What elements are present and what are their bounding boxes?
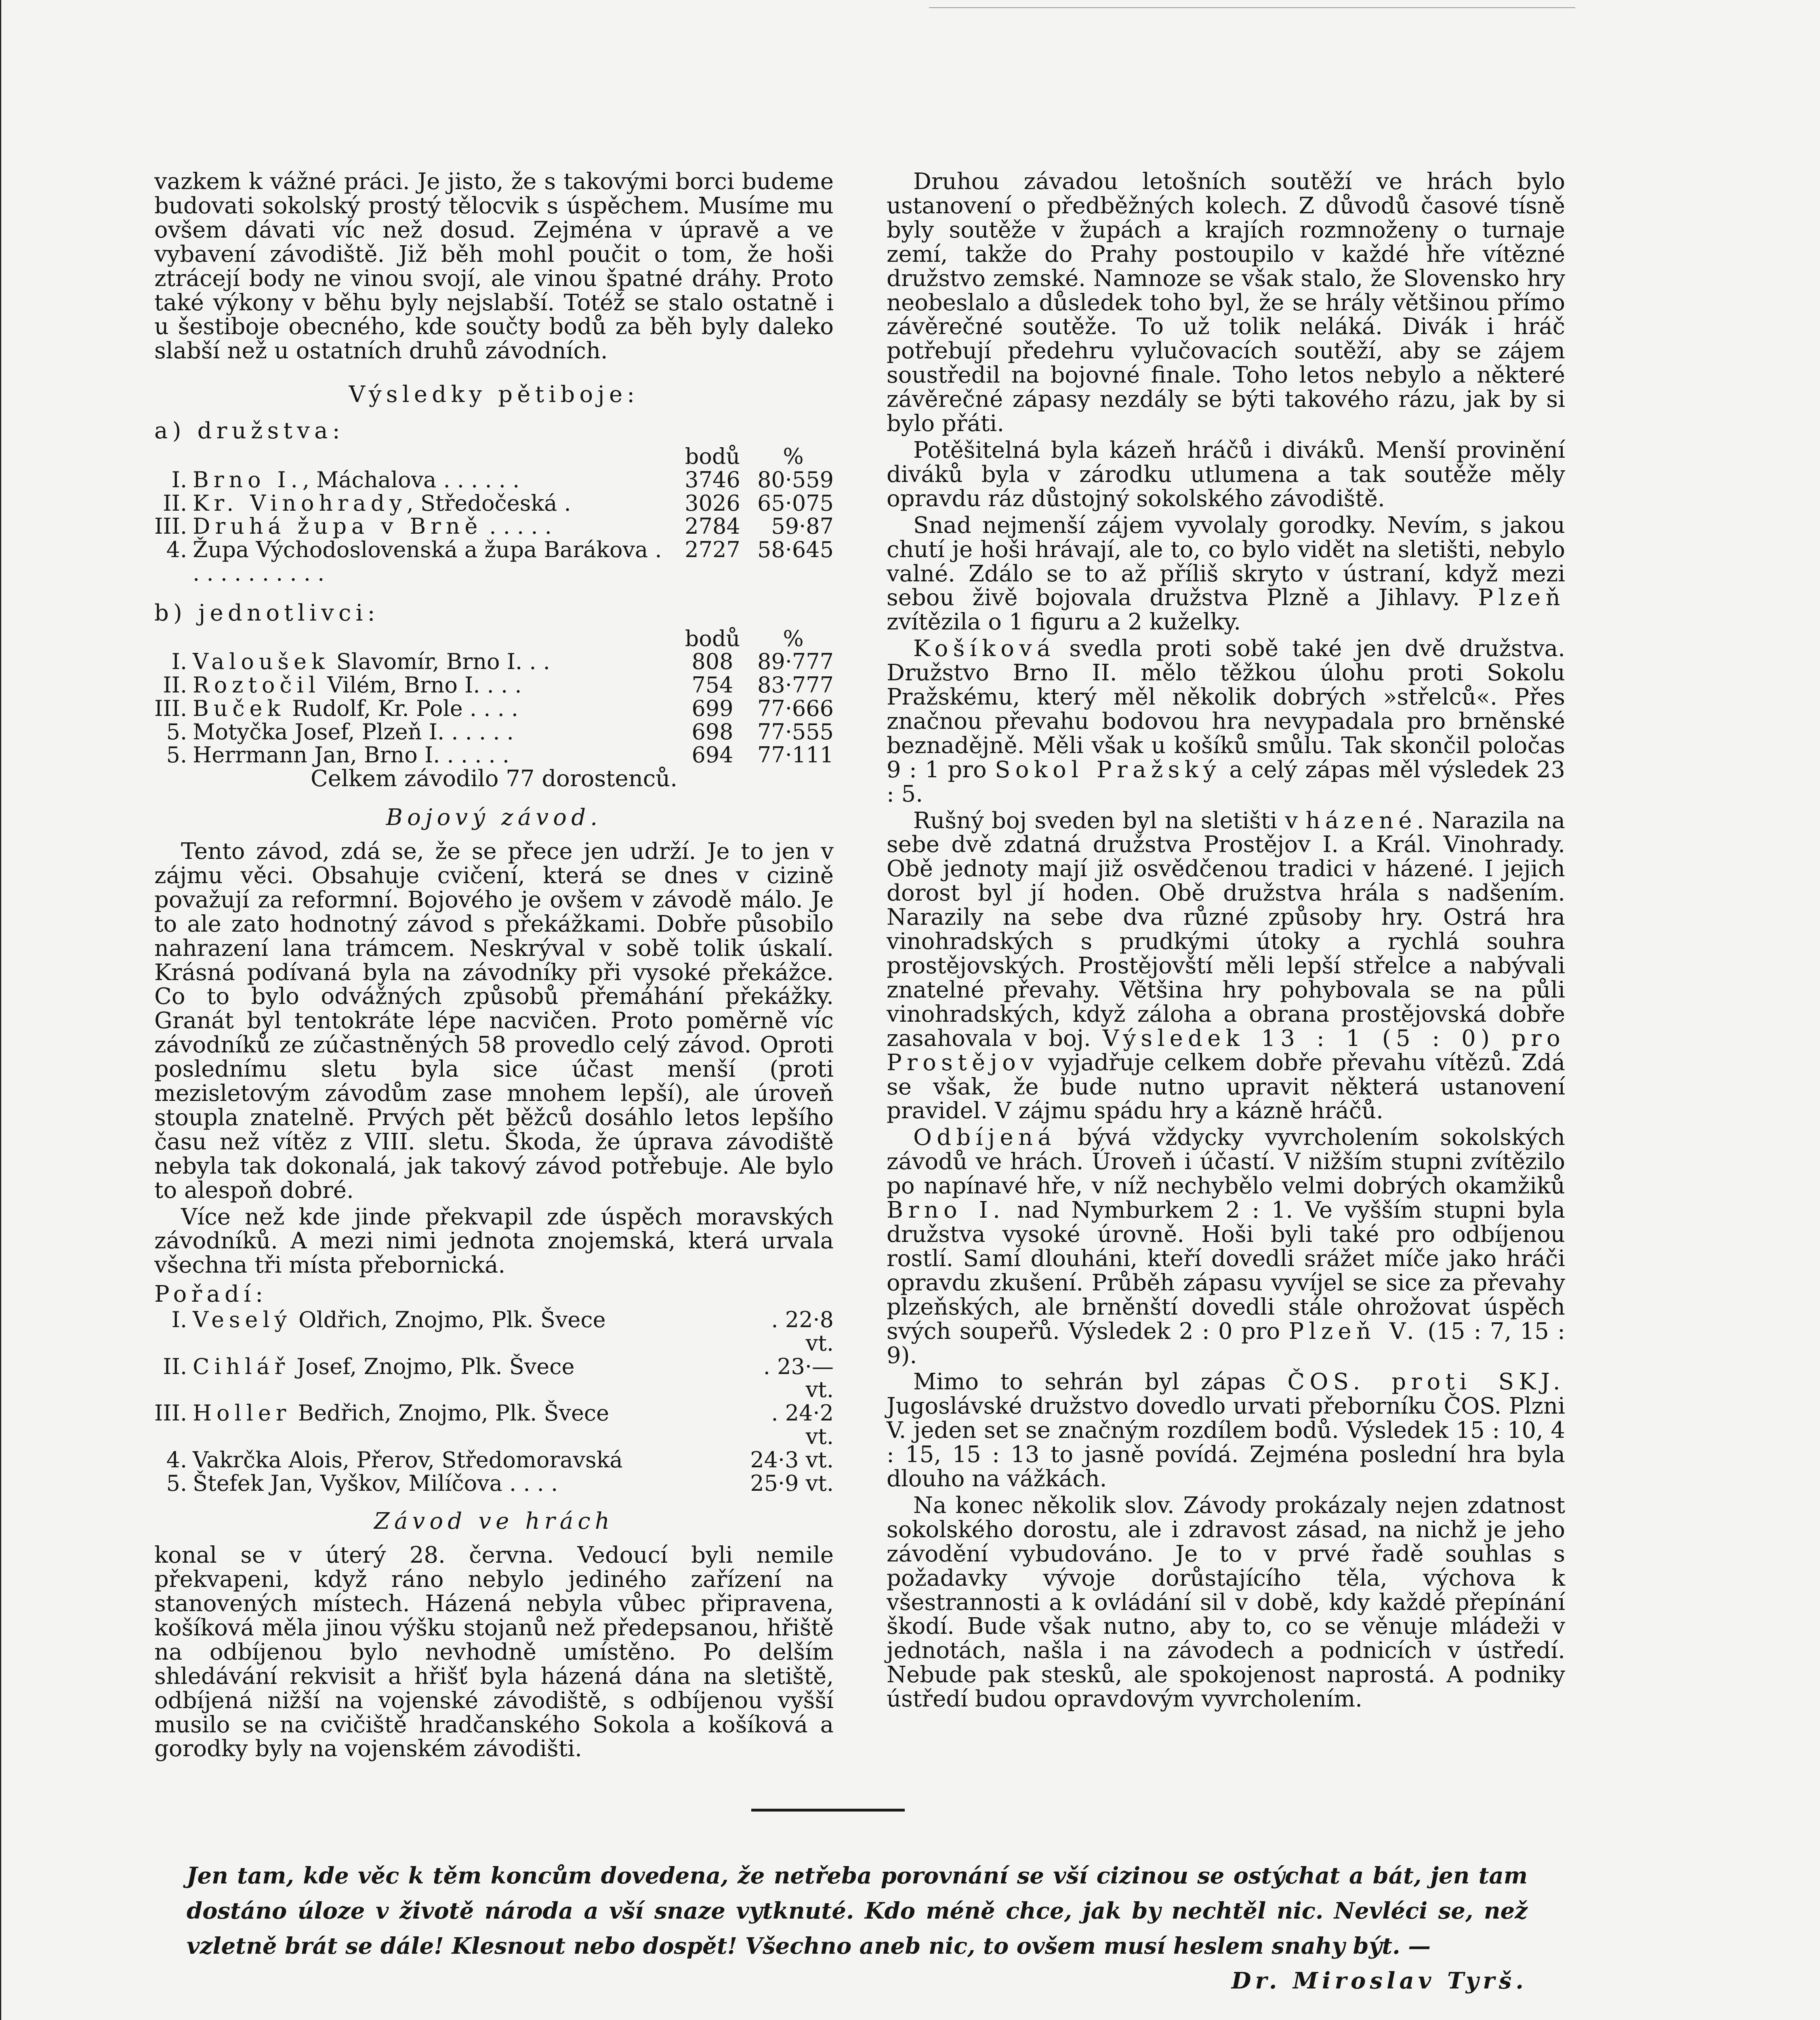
name-rest: Slavomír, Brno I. . . bbox=[329, 649, 550, 675]
left-column bbox=[154, 170, 834, 1763]
points-cell: 2727 bbox=[685, 537, 740, 563]
value-cell: . 24·2 vt. bbox=[771, 1400, 834, 1450]
total-participants: Celkem závodilo 77 dorostenců. bbox=[310, 766, 678, 792]
value-cell: 25·9 vt. bbox=[750, 1470, 834, 1496]
points-cell: 3026 bbox=[685, 490, 740, 516]
percent-cell: 80·559 bbox=[757, 467, 834, 492]
points-cell: 2784 bbox=[685, 513, 740, 539]
right-paragraph-6 bbox=[887, 1126, 1565, 1368]
table-row bbox=[154, 515, 834, 538]
quote-text: Jen tam, kde věc k těm koncům dovedena, že netřeba porovnání se vší cizinou se ostýchat a bát, jen tam dostáno úloze v životě národa a vší snaze vytknuté. Kdo méně chce, jak by nechtěl nic. Nevléci se, než vzletně brát se dále! Klesnout nebo dospět! Všechno aneb nic, to ovšem musí heslem snahy být. — bbox=[187, 1862, 1528, 1959]
name-rest: . . . . . bbox=[482, 513, 552, 539]
name-cell bbox=[193, 492, 672, 515]
text-run: svedla proti sobě také jen dvě družstva. Družstvo Brno II. mělo těžkou úlohu proti Sokolu Pražskému, který měl několik dobrých »střelců«. Přes značnou převahu bodovou hra nevypadala pro brněnské beznadějně. Měli však u košíků smůlu. Tak skončil poločas 9 : 1 pro bbox=[887, 635, 1565, 783]
percent-header: % bbox=[783, 625, 804, 651]
rank-cell: 5. bbox=[166, 719, 187, 745]
table-row bbox=[154, 650, 834, 673]
name-cell bbox=[193, 1308, 737, 1355]
name-cell bbox=[193, 720, 672, 744]
points-cell: 808 bbox=[691, 649, 733, 675]
rank-cell: 5. bbox=[166, 742, 187, 768]
table-header bbox=[154, 627, 834, 650]
percent-cell: 65·075 bbox=[757, 490, 834, 516]
name-cell bbox=[193, 697, 672, 720]
spaced-name: Veselý bbox=[193, 1307, 292, 1333]
right-paragraph-4 bbox=[887, 637, 1565, 806]
quote-author: Dr. Miroslav Tyrš. bbox=[1231, 1967, 1528, 1995]
name-cell bbox=[193, 743, 672, 767]
table-row bbox=[154, 1448, 834, 1472]
right-paragraph-3 bbox=[887, 513, 1565, 635]
spaced-name: Roztočil bbox=[193, 672, 320, 698]
table-row bbox=[154, 1401, 834, 1448]
text-run: (15 : 7, 15 : 9). bbox=[887, 1318, 1565, 1369]
points-header: bodů bbox=[685, 444, 740, 469]
rank-cell: 4. bbox=[166, 1447, 187, 1473]
table-row bbox=[154, 538, 834, 585]
teams-table bbox=[154, 445, 834, 585]
spaced-text: házené bbox=[1305, 807, 1417, 834]
individuals-label: b) jednotlivci: bbox=[154, 600, 380, 626]
rank-cell: III. bbox=[154, 513, 187, 539]
name-cell bbox=[193, 1448, 737, 1472]
table-row bbox=[154, 743, 834, 767]
name-rest: Bedřich, Znojmo, Plk. Švece bbox=[291, 1400, 609, 1426]
text-run: Snad nejmenší zájem vyvolaly gorodky. Nevím, s jakou chutí je hoši hrávají, ale to, co bylo vidět na sletišti, nebylo valné. Zdálo se to až příliš skryto v ústraní, když mezi sebou živě bojovala družstva Plzně a Jihlavy. bbox=[887, 512, 1565, 611]
name-rest: Motyčka Josef, Plzeň I. . . . . . bbox=[193, 719, 514, 745]
name-rest: Rudolf, Kr. Pole . . . . bbox=[285, 695, 519, 721]
spaced-name: Valoušek bbox=[193, 649, 330, 675]
scan-top-line bbox=[929, 7, 1575, 8]
table-row bbox=[154, 697, 834, 720]
spaced-name: Brno I. bbox=[193, 467, 303, 492]
rank-cell: 5. bbox=[166, 1470, 187, 1496]
percent-cell: 89·777 bbox=[757, 649, 834, 675]
percent-cell: 77·111 bbox=[757, 742, 834, 768]
right-paragraph-8: Na konec několik slov. Závody prokázaly nejen zdatnost sokolského dorostu, ale i zdravost zásad, na nichž je jeho závodění vybudováno. Je to v prvé řadě souhlas s požadavky vývoje dorůstajícího těla, výchova k všestrannosti a k ovládání sil v době, kdy každé přepínání škodí. Bude však nutno, aby to, co se věnuje mládeži v jednotách, našla i na závodech a podnicích v ústředí. Nebude pak stesků, ale spokojenost naprostá. A podniky ústředí budou opravdovým vyvrcholením. bbox=[887, 1492, 1565, 1713]
right-paragraph-2: Potěšitelná byla kázeň hráčů i diváků. Menší provinění diváků byla v zárodku utlumena a tak soutěže měly opravdu ráz důstojný sokolského závodiště. bbox=[887, 437, 1565, 512]
table-row bbox=[154, 1308, 834, 1355]
value-cell: . 22·8 vt. bbox=[771, 1307, 834, 1356]
points-cell: 698 bbox=[691, 719, 733, 745]
individuals-table bbox=[154, 627, 834, 767]
right-paragraph-7 bbox=[887, 1370, 1565, 1491]
section-divider bbox=[751, 1809, 905, 1812]
combat-paragraph-1: Tento závod, zdá se, že se přece jen udrží. Je to jen v zájmu věci. Obsahuje cvičení, která se dnes v cizině považují za reformní. Bojového je ovšem v závodě málo. Je to ale zato hodnotný závod s překážkami. Dobře působilo nahrazení lana trámcem. Neskrýval v sobě tolik úskalí. Krásná podívaná byla na závodníky při vysoké překážce. Co to bylo odvážných způsobů přemáhání překážky. Granát byl tentokráte lépe nacvičen. Proto poměrně víc závodníků ze zúčastněných 58 provedlo celý závod. Oproti poslednímu sletu byla sice účast menší (proti mezisletovým závodům zase mnohem lepší), ale úroveň stoupla znatelně. Prvých pět běžců dosáhlo letos lepšího času než vítěz z VIII. sletu. Škoda, že úprava závodiště nebyla tak dokonalá, jak takový závod potřebuje. Ale bylo to alespoň dobré. bbox=[154, 838, 834, 1204]
combat-title: Bojový závod. bbox=[386, 804, 602, 831]
name-cell bbox=[193, 1355, 737, 1402]
spaced-name: Cihlář bbox=[193, 1353, 290, 1379]
rank-cell: 4. bbox=[166, 537, 187, 563]
table-row bbox=[154, 673, 834, 697]
combat-paragraph-2: Více než kde jinde překvapil zde úspěch moravských závodníků. A mezi nimi jednota znojemská, která urvala všechna tři místa přebornická. bbox=[154, 1204, 834, 1279]
name-rest: Oldřich, Znojmo, Plk. Švece bbox=[291, 1307, 606, 1333]
value-cell: . 23·— vt. bbox=[763, 1353, 834, 1403]
text-run: . Narazila na sebe dvě zdatná družstva Prostějov I. a Král. Vinohrady. Obě jednoty mají již osvědčenou tradici v házené. I jejich dorost byl jí hoden. Obě družstva hrála s nadšením. Narazily na sebe dva různé způsoby hry. Ostrá hra vinohradských s prudkými útoky a rychlá souhra prostějovských. Prostějovští měli lepší střelce a nabývali znatelné převahy. Většina hry pohybovala se na půli vinohradských, když záloha a obrana prostějovská dobře zasahovala v boj. bbox=[887, 807, 1565, 1052]
name-cell bbox=[193, 468, 672, 492]
rank-cell: III. bbox=[154, 1400, 187, 1426]
text-run: zvítězila o 1 figuru a 2 kuželky. bbox=[887, 609, 1241, 635]
table-header bbox=[154, 445, 834, 468]
text-run: Jugoslávské družstvo dovedlo urvati přeborníku ČOS. Plzni V. jeden set se značným rozdílem bodů. Výsledek 15 : 10, 4 : 15, 15 : 13 to jasně povídá. Zejména poslední hra byla dlouho na vážkách. bbox=[887, 1393, 1565, 1492]
spaced-text: Plzeň V. bbox=[1288, 1318, 1419, 1345]
name-rest: , Máchalova . . . . . . bbox=[302, 467, 520, 492]
spaced-name: Druhá župa v Brně bbox=[193, 513, 483, 539]
name-cell bbox=[193, 1472, 737, 1495]
right-paragraph-1: Druhou závadou letošních soutěží ve hrách bylo ustanovení o předběžných kolech. Z důvodů časové tísně byly soutěže v župách a krajích rozmnoženy o turnaje zemí, takže do Prahy postoupilo v každé hře vítězné družstvo zemské. Namnoze se však stalo, že Slovensko hry neobeslalo a důsledek toho byl, že se hrály většinou přímo závěrečné soutěže. To už tolik neláká. Divák i hráč potřebují předehru vylučovacích soutěží, aby se zájem soustředil na bojovné finale. Toho letos nebylo a některé závěrečné zápasy nezdály se býti takového rázu, jak by si bylo přáti. bbox=[887, 168, 1565, 437]
games-paragraph: konal se v úterý 28. června. Vedoucí byli nemile překvapeni, když ráno nebylo jediného zařízení na stanovených místech. Házená nebyla vůbec připravena, košíková měla jinou výšku stojanů než předepsanou, hřiště na odbíjenou bylo nevhodně umístěno. Po delším shledávání rekvisit a hřišť byla házená dána na sletiště, odbíjená nižší na vojenské závodiště, s odbíjenou vyšší musilo se na cvičiště hradčanského Sokola a košíková a gorodky byly na vojenském závodišti. bbox=[154, 1542, 834, 1762]
rank-cell: II. bbox=[163, 1353, 187, 1379]
name-cell bbox=[193, 538, 672, 585]
spaced-text: Sokol Pražský bbox=[995, 756, 1221, 783]
order-label: Pořadí: bbox=[154, 1281, 268, 1308]
rank-cell: I. bbox=[171, 1307, 187, 1333]
points-cell: 699 bbox=[691, 695, 733, 721]
points-cell: 3746 bbox=[685, 467, 740, 492]
name-rest: Vilém, Brno I. . . . bbox=[320, 672, 522, 698]
value-cell: 24·3 vt. bbox=[750, 1447, 834, 1473]
name-rest: Vakrčka Alois, Přerov, Středomoravská bbox=[193, 1447, 623, 1473]
name-cell bbox=[193, 673, 672, 697]
rank-cell: I. bbox=[171, 467, 187, 492]
table-row bbox=[154, 468, 834, 492]
spaced-text: Výsledek 13 : 1 (5 : 0) pro Prostějov bbox=[887, 1025, 1565, 1076]
points-cell: 694 bbox=[691, 742, 733, 768]
table-row bbox=[154, 492, 834, 515]
points-cell: 754 bbox=[691, 672, 733, 698]
name-rest: , Středočeská . bbox=[406, 490, 571, 516]
points-header: bodů bbox=[685, 625, 740, 651]
spaced-text: Brno I. bbox=[887, 1197, 1005, 1224]
percent-header: % bbox=[783, 444, 804, 469]
intro-paragraph: vazkem k vážné práci. Je jisto, že s takovými borci budeme budovati sokolský prostý tělocvik s úspěchem. Musíme mu ovšem dávati víc než dosud. Zejména v úpravě a ve vybavení závodiště. Již běh mohl poučit o tom, že hoši ztrácejí body ne vinou svojí, ale vinou špatné dráhy. Proto také výkony v běhu byly nejslabší. Totéž se stalo ostatně i u šestiboje obecného, kde součty bodů za běh byly daleko slabší než u ostatních druhů závodních. bbox=[154, 168, 834, 364]
name-cell bbox=[193, 1401, 737, 1448]
text-run: nad Nymburkem 2 : 1. Ve vyšším stupni byla družstva vysoké úrovně. Hoši byli také pro odbíjenou rostlí. Samí dlouháni, kteří dovedli srážet míče jako hráči opravdu zkušení. Průběh zápasu vyvíjel se sice za převahy plzeňských, ale brněnští dovedli stále ohrožovat úspěch svých soupeřů. Výsledek 2 : 0 pro bbox=[887, 1197, 1565, 1345]
scan-edge bbox=[0, 0, 1, 2020]
spaced-name: Holler bbox=[193, 1400, 291, 1426]
results-title: Výsledky pětiboje: bbox=[349, 381, 639, 408]
percent-cell: 83·777 bbox=[757, 672, 834, 698]
rank-cell: III. bbox=[154, 695, 187, 721]
name-rest: Josef, Znojmo, Plk. Švece bbox=[290, 1353, 575, 1379]
percent-cell: 58·645 bbox=[757, 537, 834, 563]
percent-cell: 77·666 bbox=[757, 695, 834, 721]
name-rest: Herrmann Jan, Brno I. . . . . . bbox=[193, 742, 510, 768]
games-title: Závod ve hrách bbox=[374, 1508, 614, 1535]
table-row bbox=[154, 1355, 834, 1402]
text-run: Rušný boj sveden byl na sletišti v bbox=[913, 807, 1306, 834]
percent-cell: 77·555 bbox=[757, 719, 834, 745]
name-rest: Župa Východoslovenská a župa Barákova . . . . . . . . . . . bbox=[193, 537, 662, 586]
right-paragraph-5 bbox=[887, 809, 1565, 1124]
spaced-text: Plzeň bbox=[1478, 585, 1565, 611]
spaced-text: Košíková bbox=[913, 635, 1055, 662]
name-cell bbox=[193, 515, 672, 538]
text-run: vyjadřuje celkem dobře převahu vítězů. Zdá se však, že bude nutno upravit některá ustanovení pravidel. V zájmu spádu hry a kázně hráčů. bbox=[887, 1049, 1565, 1124]
table-row bbox=[154, 1472, 834, 1495]
spaced-name: Buček bbox=[193, 695, 285, 721]
teams-label: a) družstva: bbox=[154, 418, 345, 444]
spaced-text: Odbíjená bbox=[913, 1124, 1057, 1151]
spaced-name: Kr. Vinohrady bbox=[193, 490, 407, 516]
rank-cell: II. bbox=[163, 490, 187, 516]
text-run: bývá vždycky vyvrcholením sokolských závodů ve hrách. Úroveň i účastí. V nižším stupni zvítězilo po napínavé hře, v níž nechybělo velmi dobrých okamžiků bbox=[887, 1124, 1565, 1199]
text-run: Mimo to sehrán byl zápas bbox=[913, 1369, 1288, 1395]
right-column bbox=[887, 170, 1565, 1714]
rank-cell: II. bbox=[163, 672, 187, 698]
percent-cell: 59·87 bbox=[771, 513, 834, 539]
name-rest: Štefek Jan, Vyškov, Milíčova . . . . bbox=[193, 1470, 558, 1496]
tyrs-quote bbox=[187, 1858, 1528, 1999]
text-run: a celý zápas měl výsledek 23 : 5. bbox=[887, 756, 1566, 807]
order-table bbox=[154, 1308, 834, 1495]
table-row bbox=[154, 720, 834, 744]
rank-cell: I. bbox=[171, 649, 187, 675]
spaced-text: ČOS. proti SKJ. bbox=[1287, 1369, 1565, 1395]
name-cell bbox=[193, 650, 672, 673]
